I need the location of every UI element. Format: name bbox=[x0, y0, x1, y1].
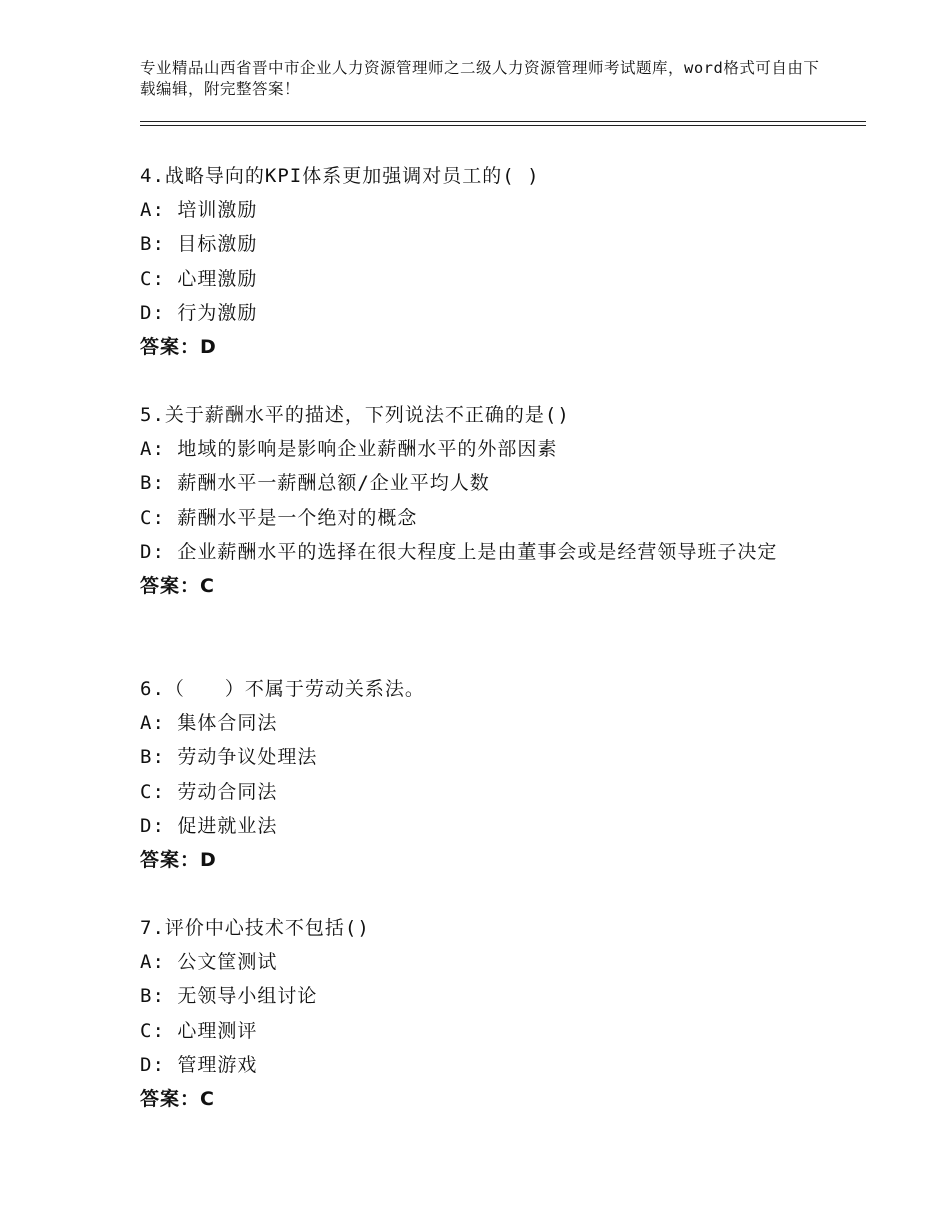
option-d: D: 促进就业法 bbox=[140, 814, 278, 837]
question-5 bbox=[140, 398, 830, 603]
option-d: D: 行为激励 bbox=[140, 301, 258, 324]
option-d: D: 企业薪酬水平的选择在很大程度上是由董事会或是经营领导班子决定 bbox=[140, 540, 778, 563]
option-a: A: 地域的影响是影响企业薪酬水平的外部因素 bbox=[140, 438, 558, 461]
option-c: C: 心理激励 bbox=[140, 267, 258, 290]
header-divider-bottom bbox=[140, 125, 866, 126]
question-6 bbox=[140, 672, 830, 877]
option-a: A: 集体合同法 bbox=[140, 712, 278, 735]
option-d: D: 管理游戏 bbox=[140, 1053, 258, 1076]
answer: 答案：C bbox=[140, 574, 215, 597]
question-4 bbox=[140, 159, 830, 364]
header-title: 专业精品山西省晋中市企业人力资源管理师之二级人力资源管理师考试题库，word格式可自由下载编辑，附完整答案！ bbox=[140, 59, 820, 98]
document-header bbox=[140, 58, 830, 100]
question-stem: 4.战略导向的KPI体系更加强调对员工的( ) bbox=[140, 165, 540, 187]
answer: 答案：D bbox=[140, 848, 217, 871]
question-stem: 7.评价中心技术不包括() bbox=[140, 917, 370, 939]
option-b: B: 薪酬水平一薪酬总额/企业平均人数 bbox=[140, 472, 490, 495]
header-divider-top bbox=[140, 121, 866, 122]
answer: 答案：C bbox=[140, 1087, 215, 1110]
answer: 答案：D bbox=[140, 335, 217, 358]
option-b: B: 无领导小组讨论 bbox=[140, 985, 318, 1008]
question-stem: 5.关于薪酬水平的描述，下列说法不正确的是() bbox=[140, 404, 570, 426]
option-c: C: 心理测评 bbox=[140, 1019, 258, 1042]
option-c: C: 劳动合同法 bbox=[140, 780, 278, 803]
option-c: C: 薪酬水平是一个绝对的概念 bbox=[140, 506, 418, 529]
option-b: B: 目标激励 bbox=[140, 233, 258, 256]
question-7 bbox=[140, 911, 830, 1116]
option-a: A: 公文筐测试 bbox=[140, 951, 278, 974]
question-stem: 6.（ ）不属于劳动关系法。 bbox=[140, 678, 425, 700]
option-b: B: 劳动争议处理法 bbox=[140, 746, 318, 769]
option-a: A: 培训激励 bbox=[140, 199, 258, 222]
